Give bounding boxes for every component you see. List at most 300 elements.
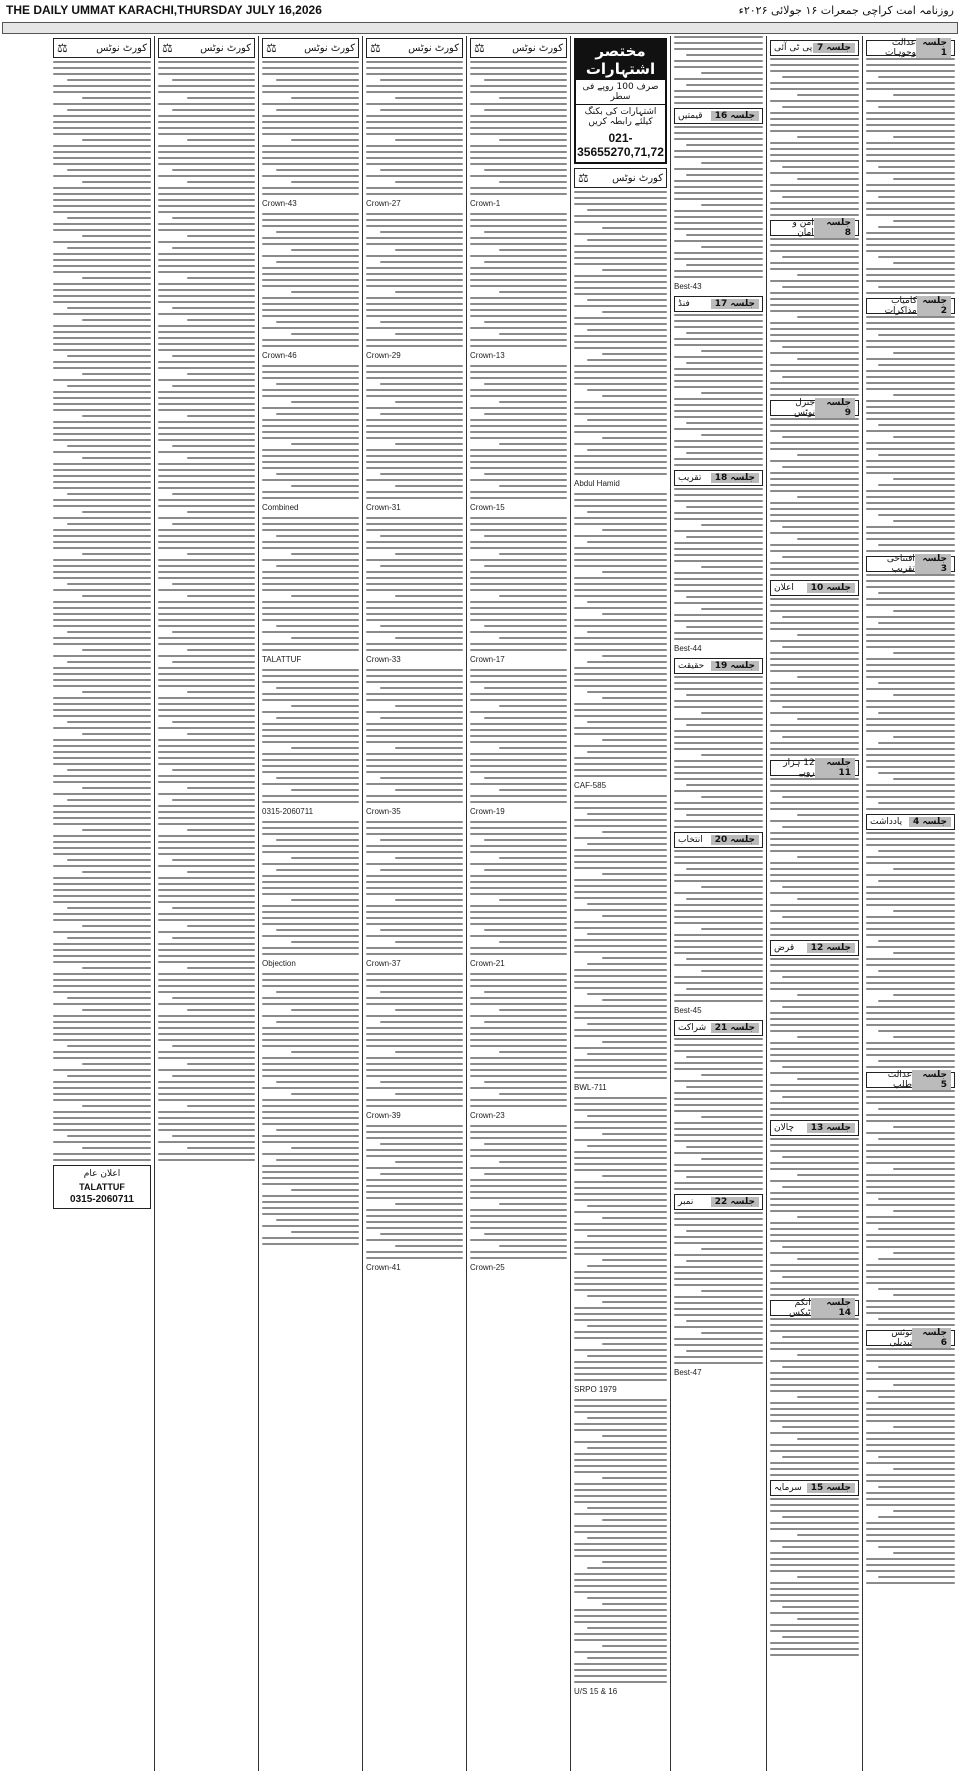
text-line (782, 1636, 859, 1638)
text-line (158, 841, 255, 843)
text-line (484, 169, 567, 171)
text-line (366, 1179, 463, 1181)
text-line (866, 1282, 955, 1284)
text-line (262, 407, 359, 409)
text-line (470, 455, 567, 457)
text-line (366, 1137, 463, 1139)
text-line (574, 425, 667, 427)
text-line (380, 261, 463, 263)
text-line (395, 443, 463, 445)
text-line (866, 250, 955, 252)
text-line (53, 847, 151, 849)
text-line (380, 687, 463, 689)
text-line (866, 604, 955, 606)
text-line (499, 637, 567, 639)
text-line (674, 934, 763, 936)
text-line (602, 831, 667, 833)
text-line (893, 1036, 955, 1038)
text-line (770, 1558, 859, 1560)
text-line (674, 500, 763, 502)
text-line (67, 523, 151, 525)
text-line (380, 535, 463, 537)
text-line (158, 193, 255, 195)
text-line (470, 875, 567, 877)
text-line (674, 682, 763, 684)
text-line (158, 847, 255, 849)
text-line (187, 1009, 255, 1011)
text-line (574, 1109, 667, 1111)
text-line (893, 1468, 955, 1470)
notice-number: جلسہ 16 (711, 111, 759, 121)
text-line (701, 1290, 763, 1292)
text-line (574, 981, 667, 983)
text-line (366, 279, 463, 281)
text-line (782, 706, 859, 708)
text-line (53, 343, 151, 345)
text-line (602, 353, 667, 355)
text-line (470, 1209, 567, 1211)
text-line (770, 1372, 859, 1374)
text-line (878, 802, 955, 804)
text-line (574, 795, 667, 797)
text-line (380, 79, 463, 81)
text-line (770, 382, 859, 384)
text-line (470, 1227, 567, 1229)
text-line (878, 1198, 955, 1200)
text-line (366, 711, 463, 713)
text-line (53, 985, 151, 987)
text-line (866, 1582, 955, 1584)
text-line (770, 808, 859, 810)
text-line (158, 397, 255, 399)
court-notice-title: کورٹ نوٹس (408, 42, 459, 54)
text-line (770, 1462, 859, 1464)
notice-number: جلسہ 13 (807, 1123, 855, 1133)
text-line (53, 517, 151, 519)
text-line (770, 214, 859, 216)
text-line (53, 955, 151, 957)
text-line (587, 299, 667, 301)
ad-code: Crown-27 (366, 199, 401, 208)
text-line (893, 1510, 955, 1512)
text-line (484, 261, 567, 263)
text-line (53, 643, 151, 645)
text-line (262, 371, 359, 373)
text-line (574, 807, 667, 809)
text-line (158, 751, 255, 753)
text-line (470, 1179, 567, 1181)
text-line (574, 1441, 667, 1443)
text-line (158, 793, 255, 795)
ads-rate: صرف 100 روپے فی سطر (576, 80, 665, 105)
text-line (380, 1021, 463, 1023)
text-line (770, 754, 859, 756)
text-line (470, 541, 567, 543)
text-line (878, 940, 955, 942)
text-line (674, 632, 763, 634)
text-line (866, 238, 955, 240)
text-line (499, 1203, 567, 1205)
text-line (574, 1471, 667, 1473)
text-line (53, 313, 151, 315)
text-line (262, 1225, 359, 1227)
text-line (866, 1012, 955, 1014)
talattuf-name: TALATTUF (79, 1182, 125, 1192)
text-line (686, 1056, 763, 1058)
text-line (366, 1045, 463, 1047)
text-line (262, 455, 359, 457)
text-line (470, 953, 567, 955)
text-line (574, 1615, 667, 1617)
text-line (158, 613, 255, 615)
text-line (574, 499, 667, 501)
text-line (262, 1039, 359, 1041)
text-line (574, 667, 667, 669)
text-line (158, 931, 255, 933)
text-line (172, 997, 255, 999)
text-line (574, 583, 667, 585)
text-line (158, 403, 255, 405)
text-line (782, 736, 859, 738)
text-line (366, 911, 463, 913)
text-line (276, 1081, 359, 1083)
text-line (770, 1222, 859, 1224)
text-line (797, 136, 859, 138)
text-line (158, 805, 255, 807)
text-line (770, 280, 859, 282)
text-line (770, 838, 859, 840)
text-line (674, 428, 763, 430)
text-line (470, 61, 567, 63)
text-line (770, 142, 859, 144)
text-line (395, 747, 463, 749)
text-line (866, 1414, 955, 1416)
text-line (770, 1564, 859, 1566)
text-line (187, 181, 255, 183)
text-line (366, 1033, 463, 1035)
text-line (395, 139, 463, 141)
text-line (574, 215, 667, 217)
text-line (366, 997, 463, 999)
text-line (366, 649, 463, 651)
text-line (470, 449, 567, 451)
text-line (686, 54, 763, 56)
text-line (674, 766, 763, 768)
text-line (158, 877, 255, 879)
text-line (878, 742, 955, 744)
text-line (770, 268, 859, 270)
text-line (866, 838, 955, 840)
text-line (770, 862, 859, 864)
text-line (158, 421, 255, 423)
text-line (53, 697, 151, 699)
text-line (499, 789, 567, 791)
text-line (893, 1552, 955, 1554)
text-line (53, 529, 151, 531)
text-line (770, 148, 859, 150)
text-line (674, 240, 763, 242)
text-line (82, 1063, 151, 1065)
text-line (674, 1254, 763, 1256)
text-line (366, 497, 463, 499)
text-line (262, 619, 359, 621)
text-line (276, 687, 359, 689)
text-line (262, 115, 359, 117)
text-line (53, 187, 151, 189)
text-line (53, 157, 151, 159)
text-line (701, 1158, 763, 1160)
text-line (866, 616, 955, 618)
notice-title: جنرل نوٹس (793, 398, 816, 418)
text-line (782, 1066, 859, 1068)
text-line (67, 661, 151, 663)
text-line (770, 322, 859, 324)
text-line (470, 619, 567, 621)
text-line (574, 945, 667, 947)
text-line (470, 753, 567, 755)
ad-code: Crown-37 (366, 959, 401, 968)
text-line (686, 724, 763, 726)
court-notice-title: کورٹ نوٹس (96, 42, 147, 54)
text-line (602, 529, 667, 531)
masthead-urdu: روزنامہ امت کراچی جمعرات ۱۶ جولائی ۲۰۲۶ء (738, 3, 954, 17)
text-line (262, 267, 359, 269)
ad-code: Crown-31 (366, 503, 401, 512)
text-line (770, 1072, 859, 1074)
text-line (366, 1191, 463, 1193)
text-line (172, 1045, 255, 1047)
text-line (262, 1087, 359, 1089)
text-line (172, 1135, 255, 1137)
text-line (470, 273, 567, 275)
text-line (866, 670, 955, 672)
text-line (674, 1122, 763, 1124)
text-line (602, 1175, 667, 1177)
text-line (866, 172, 955, 174)
text-line (770, 310, 859, 312)
text-line (602, 437, 667, 439)
text-line (366, 187, 463, 189)
text-line (878, 1318, 955, 1320)
text-line (158, 883, 255, 885)
text-line (574, 939, 667, 941)
text-line (276, 625, 359, 627)
text-line (866, 1528, 955, 1530)
court-notice-heading (366, 38, 463, 58)
notice-title: کامیاب مذاکرات (884, 296, 917, 316)
text-line (587, 1023, 667, 1025)
text-line (797, 1354, 859, 1356)
text-line (770, 298, 859, 300)
text-line (366, 905, 463, 907)
notice-number: جلسہ 12 (807, 943, 855, 953)
text-line (866, 1042, 955, 1044)
text-line (574, 1059, 667, 1061)
text-line (158, 979, 255, 981)
text-line (866, 1438, 955, 1440)
gavel-icon: ⚖ (474, 41, 485, 55)
text-line (782, 616, 859, 618)
text-line (587, 1567, 667, 1569)
text-line (262, 607, 359, 609)
text-line (187, 691, 255, 693)
text-line (574, 1453, 667, 1455)
ad-code: Crown-39 (366, 1111, 401, 1120)
text-line (470, 669, 567, 671)
text-line (470, 85, 567, 87)
text-line (158, 199, 255, 201)
text-line (782, 646, 859, 648)
text-line (470, 407, 567, 409)
text-line (782, 556, 859, 558)
text-line (366, 601, 463, 603)
text-line (291, 1231, 359, 1233)
text-line (770, 1582, 859, 1584)
text-line (866, 664, 955, 666)
text-line (366, 771, 463, 773)
text-line (499, 485, 567, 487)
notice-heading (770, 580, 859, 596)
text-line (67, 997, 151, 999)
text-line (262, 973, 359, 975)
text-line (291, 1147, 359, 1149)
text-line (53, 331, 151, 333)
text-line (158, 739, 255, 741)
text-line (158, 1051, 255, 1053)
text-line (574, 1501, 667, 1503)
text-line (82, 139, 151, 141)
text-line (82, 457, 151, 459)
text-line (574, 769, 667, 771)
text-line (770, 1474, 859, 1476)
text-line (262, 795, 359, 797)
text-line (602, 739, 667, 741)
text-line (470, 1149, 567, 1151)
text-line (366, 365, 463, 367)
text-line (276, 565, 359, 567)
text-line (484, 535, 567, 537)
text-line (574, 191, 667, 193)
notice-number: جلسہ 20 (711, 835, 759, 845)
text-line (770, 1150, 859, 1152)
text-line (878, 166, 955, 168)
text-line (866, 748, 955, 750)
text-line (574, 1525, 667, 1527)
text-line (366, 607, 463, 609)
text-line (674, 314, 763, 316)
text-line (484, 1021, 567, 1023)
text-line (262, 273, 359, 275)
text-line (262, 213, 359, 215)
text-line (470, 613, 567, 615)
text-line (866, 58, 955, 60)
text-line (380, 321, 463, 323)
text-line (53, 199, 151, 201)
text-line (574, 1639, 667, 1641)
text-line (380, 231, 463, 233)
text-line (574, 801, 667, 803)
text-line (770, 352, 859, 354)
text-line (158, 571, 255, 573)
text-line (53, 751, 151, 753)
text-line (866, 1360, 955, 1362)
text-line (262, 1105, 359, 1107)
text-line (262, 1099, 359, 1101)
text-line (797, 454, 859, 456)
text-line (686, 898, 763, 900)
text-line (587, 661, 667, 663)
text-line (53, 781, 151, 783)
text-line (276, 261, 359, 263)
text-line (674, 78, 763, 80)
text-line (574, 1361, 667, 1363)
text-line (587, 1657, 667, 1659)
text-line (158, 175, 255, 177)
text-line (262, 1195, 359, 1197)
text-line (674, 320, 763, 322)
text-line (158, 157, 255, 159)
text-line (674, 910, 763, 912)
text-line (366, 529, 463, 531)
text-line (574, 733, 667, 735)
text-line (686, 694, 763, 696)
text-line (866, 268, 955, 270)
text-line (866, 1054, 955, 1056)
text-line (470, 765, 567, 767)
text-line (470, 327, 567, 329)
text-line (67, 1075, 151, 1077)
text-line (770, 712, 859, 714)
text-line (262, 461, 359, 463)
text-line (291, 595, 359, 597)
text-line (291, 401, 359, 403)
text-line (674, 1182, 763, 1184)
text-line (797, 676, 859, 678)
text-line (587, 1597, 667, 1599)
text-line (587, 751, 667, 753)
text-line (674, 584, 763, 586)
text-line (262, 437, 359, 439)
text-line (770, 1324, 859, 1326)
text-line (797, 1576, 859, 1578)
notice-heading (770, 220, 859, 236)
text-line (262, 1207, 359, 1209)
text-line (574, 443, 667, 445)
text-line (172, 385, 255, 387)
text-line (674, 730, 763, 732)
text-line (574, 1097, 667, 1099)
text-line (866, 1276, 955, 1278)
text-line (187, 553, 255, 555)
text-line (158, 367, 255, 369)
text-line (380, 109, 463, 111)
text-line (470, 947, 567, 949)
text-line (366, 389, 463, 391)
text-line (674, 1266, 763, 1268)
text-line (53, 679, 151, 681)
text-line (262, 1243, 359, 1245)
text-line (866, 370, 955, 372)
text-line (470, 187, 567, 189)
text-line (366, 1167, 463, 1169)
text-line (366, 315, 463, 317)
text-line (574, 305, 667, 307)
text-line (770, 868, 859, 870)
text-line (395, 553, 463, 555)
text-line (158, 601, 255, 603)
text-line (686, 1230, 763, 1232)
text-line (82, 871, 151, 873)
